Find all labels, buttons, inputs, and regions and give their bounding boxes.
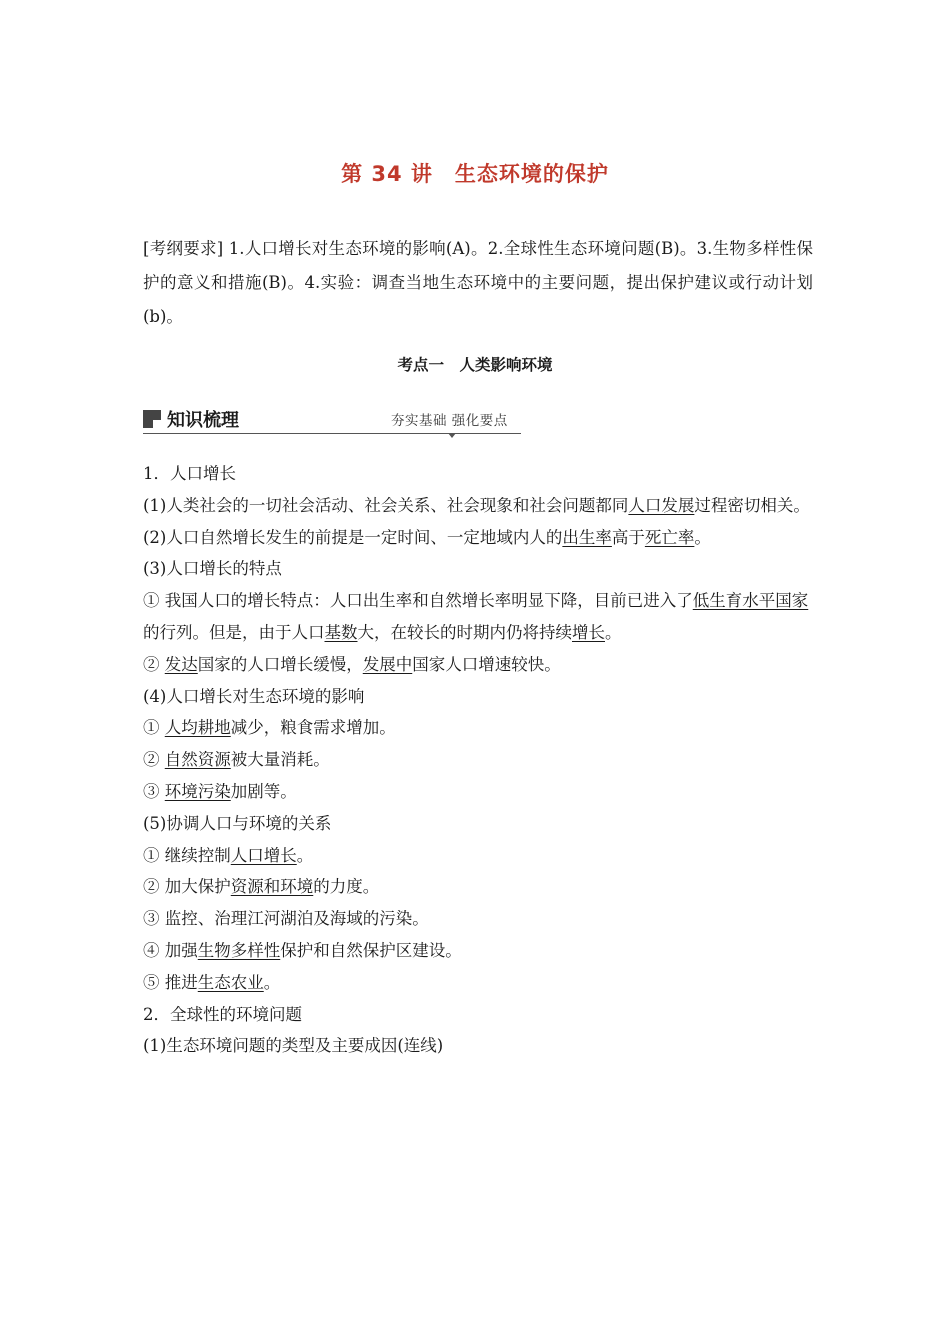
list-item: (5)协调人口与环境的关系 — [143, 813, 332, 833]
notch-icon — [448, 433, 456, 438]
list-item: ② 发达国家的人口增长缓慢，发展中国家人口增速较快。 — [143, 654, 561, 674]
list-item: ⑤ 推进生态农业。 — [143, 972, 281, 992]
divider — [143, 433, 521, 434]
section-title: 考点一 人类影响环境 — [397, 356, 553, 374]
list-item: (2)人口自然增长发生的前提是一定时间、一定地域内人的出生率高于死亡率。 — [143, 527, 711, 547]
list-item: ③ 监控、治理江河湖泊及海域的污染。 — [143, 909, 429, 929]
list-item: (3)人口增长的特点 — [143, 559, 282, 579]
list-item: ① 人均耕地减少，粮食需求增加。 — [143, 718, 396, 738]
exam-requirements — [143, 232, 813, 334]
list-item: ④ 加强生物多样性保护和自然保护区建设。 — [143, 940, 462, 960]
content-body — [143, 458, 815, 1062]
list-item: ① 继续控制人口增长。 — [143, 845, 314, 865]
knowledge-subtitle: 夯实基础 强化要点 — [391, 413, 508, 429]
square-icon — [143, 410, 161, 428]
requirements-text: 1.人口增长对生态环境的影响(A)。2.全球性生态环境问题(B)。3.生物多样性保护的意义和措施(B)。4.实验：调查当地生态环境中的主要问题，提出保护建议或行动计划(b)。 — [143, 239, 813, 326]
list-item: (4)人口增长对生态环境的影响 — [143, 686, 365, 706]
knowledge-bar — [143, 404, 523, 438]
list-item: (1)生态环境问题的类型及主要成因(连线) — [143, 1036, 444, 1056]
knowledge-heading: 知识梳理 — [167, 410, 239, 431]
requirements-label: [考纲要求] — [143, 239, 224, 258]
list-item: ② 自然资源被大量消耗。 — [143, 750, 330, 770]
list-item: ① 我国人口的增长特点：人口出生率和自然增长率明显下降，目前已进入了低生育水平国家的行列。但是，由于人口基数大，在较长的时期内仍将持续增长。 — [143, 591, 809, 642]
list-item: ③ 环境污染加剧等。 — [143, 781, 297, 801]
list-item: (1)人类社会的一切社会活动、社会关系、社会现象和社会问题都同人口发展过程密切相关。 — [143, 495, 810, 515]
heading-population-growth: 1．人口增长 — [143, 464, 236, 483]
page-title: 第 34 讲 生态环境的保护 — [341, 162, 609, 186]
list-item: ② 加大保护资源和环境的力度。 — [143, 877, 380, 897]
heading-global-environment: 2．全球性的环境问题 — [143, 1004, 302, 1024]
